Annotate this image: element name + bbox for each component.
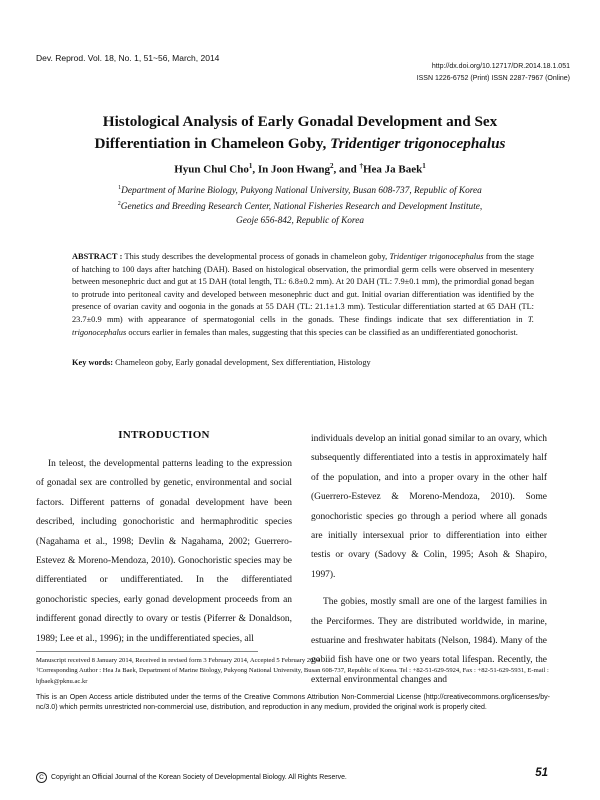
- manuscript-dates: Manuscript received 8 January 2014, Received in revised form 3 February 2014, Accepted 5 February 2014: [36, 657, 320, 664]
- keywords: [72, 357, 534, 370]
- abstract: [72, 251, 534, 339]
- title-line-2-text: Differentiation in Chameleon Goby,: [94, 135, 331, 152]
- author-2-affiliation-mark: 2: [329, 162, 334, 170]
- abstract-species: Tridentiger trigonocephalus: [389, 252, 484, 261]
- author-separator: , and: [333, 163, 360, 176]
- author-3: Hea Ja Baek: [362, 163, 423, 176]
- doi-link[interactable]: http://dx.doi.org/10.12717/DR.2014.18.1.051: [431, 63, 570, 70]
- affiliation-2-continued: Geoje 656-842, Republic of Korea: [236, 215, 364, 226]
- corresponding-author-note: [36, 666, 550, 687]
- footnote-divider: [36, 651, 258, 652]
- body-column-left: [36, 455, 292, 649]
- affiliation-2-text: Genetics and Breeding Research Center, National Fisheries Research and Development Institute,: [120, 202, 483, 213]
- affiliation-2: [0, 198, 600, 214]
- affiliation-2-mark: 2: [117, 201, 121, 208]
- author-list: [0, 162, 600, 176]
- issn-line: ISSN 1226-6752 (Print) ISSN 2287-7967 (Online): [416, 75, 570, 82]
- copyright-icon: C: [36, 772, 47, 783]
- journal-citation: Dev. Reprod. Vol. 18, No. 1, 51~56, March, 2014: [36, 53, 220, 63]
- abstract-text-c: occurs earlier in females than males, suggesting that this species can be classified as an undifferentiated gonochorist.: [126, 327, 518, 337]
- abstract-label: ABSTRACT :: [72, 252, 123, 261]
- author-2: In Joon Hwang: [257, 163, 330, 176]
- author-1: Hyun Chul Cho: [174, 163, 249, 176]
- corresponding-mark: †: [359, 162, 363, 170]
- footnotes: [36, 656, 550, 687]
- corresponding-author-text: Corresponding Author : Hea Ja Baek, Department of Marine Biology, Pukyong National University, Busan 608-737, Republic of Korea. Tel : +82-51-629-5924, Fax : +82-51-629-5931, E-mail : hjbaek@pknu.ac.kr: [36, 667, 549, 685]
- license-note: This is an Open Access article distributed under the terms of the Creative Commons Attribution Non-Commercial License (http://creativecommons.org/licenses/by-nc/3.0) which permits unrestricted non-commercial use, distribution, and reproduction in any medium, provided the original work is properly cited.: [36, 694, 550, 712]
- intro-paragraph-1-continued: individuals develop an initial gonad similar to an ovary, which subsequently differentiated into a testis in approximately half of the population, and into a proper ovary in the other half (Guerrero-Estevez & Moreno-Mendoza, 2010). Some gonochoristic species go through a period where all gonads are initially intersexual prior to differentiation into either testis or ovary (Sadovy & Colin, 1995; Asoh & Shapiro, 1997).: [311, 434, 547, 580]
- keywords-label: Key words:: [72, 358, 114, 367]
- copyright-text: Copyright an Official Journal of the Korean Society of Developmental Biology. All Rights Reserve.: [51, 774, 347, 781]
- page-number: 51: [535, 767, 548, 779]
- body-column-right: [311, 430, 547, 690]
- title-species: Tridentiger trigonocephalus: [330, 135, 506, 152]
- author-3-affiliation-mark: 1: [422, 162, 426, 170]
- affiliation-1-mark: 1: [118, 185, 122, 191]
- affiliations: [0, 182, 600, 228]
- abstract-species-short: T. trigonocephalus: [72, 314, 534, 337]
- intro-paragraph-1: In teleost, the developmental patterns leading to the expression of gonadal sex are controlled by genetic, environmental and social factors. Different patterns of gonadal development have been described, including gonochoristic and hermaphroditic species (Nagahama et al., 1998; Devlin & Nagahama, 2002; Guerrero-Estevez & Moreno-Mendoza, 2010). Gonochoristic species may be differentiated or undifferentiated. In the differentiated gonochoristic species, early gonad development proceeds from an indifferent gonad directly to ovary or testis (Piferrer & Donaldson, 1989; Lee et al., 1996); in the undifferentiated species, all: [36, 459, 292, 644]
- copyright-line: [36, 772, 347, 783]
- article-title: [0, 111, 600, 155]
- doi-issn-block: [417, 61, 570, 85]
- corresponding-note-mark: †: [36, 668, 39, 674]
- section-heading-introduction: INTRODUCTION: [118, 429, 210, 441]
- abstract-text-b: from the stage of hatching to 100 days after hatching (DAH). Based on histological observation, the primordial germ cells were observed in mesentery between mesonephric duct and gut at 15 DAH (total length, TL: 6.8±0.2 mm). At 20 DAH (TL: 7.9±0.1 mm), the primordial gonad began to protrude into peritoneal cavity and developed between mesonephric duct and gut. Initial ovarian differentiation was identified by the presence of ovarian cavity and oogonia in the gonads at 55 DAH (TL: 21.1±1.3 mm). Testicular differentiation started at 65 DAH (TL: 23.7±0.9 mm) with appearance of spermatogonial cells in the gonads. These findings indicate that sex differentiation in: [72, 252, 534, 324]
- affiliation-1: [0, 182, 600, 198]
- abstract-text-a: This study describes the developmental process of gonads in chameleon goby,: [122, 252, 390, 261]
- title-line-2: [0, 133, 600, 155]
- author-separator: ,: [252, 163, 258, 176]
- affiliation-1-text: Department of Marine Biology, Pukyong National University, Busan 608-737, Republic of Korea: [121, 186, 482, 197]
- keywords-text: Chameleon goby, Early gonadal development, Sex differentiation, Histology: [113, 358, 371, 367]
- intro-paragraph-2: The gobies, mostly small are one of the largest families in the Perciformes. They are distributed worldwide, in marine, estuarine and freshwater habitats (Nelson, 1984). Many of the gobiid fish have one or two years total lifespan. Recently, the external environmental changes and: [311, 597, 547, 685]
- author-1-affiliation-mark: 1: [248, 162, 253, 170]
- title-line-1: Histological Analysis of Early Gonadal Development and Sex: [102, 113, 498, 130]
